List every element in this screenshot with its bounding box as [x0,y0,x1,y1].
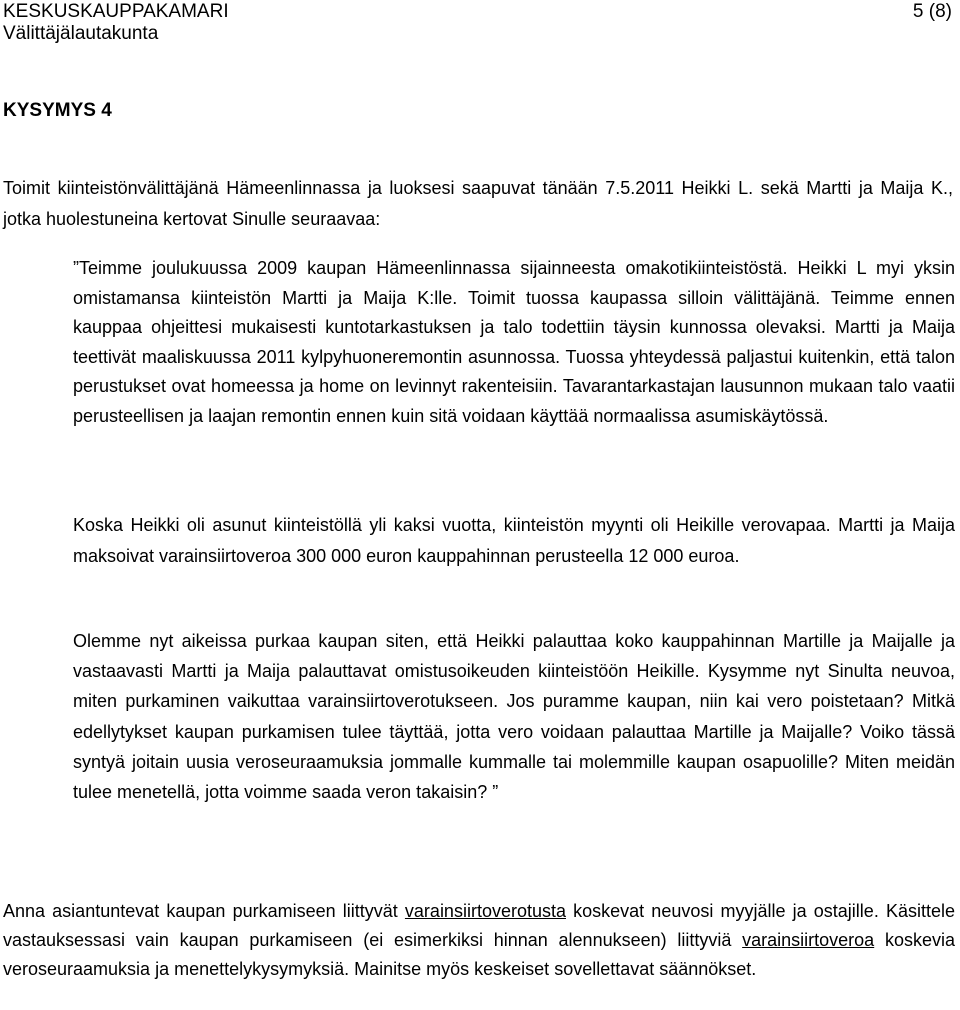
task-instructions [3,897,955,985]
underlined-term-varainsiirtoverotusta: varainsiirtoverotusta [404,901,566,921]
intro-paragraph: Toimit kiinteistönvälittäjänä Hämeenlinnassa ja luoksesi saapuvat tänään 7.5.2011 Heikki L. sekä Martti ja Maija K., jotka huolestuneina kertovat Sinulle seuraavaa: [3,178,953,229]
question-title: KYSYMYS 4 [3,100,112,121]
page-number: 5 (8) [912,1,952,22]
underlined-term-varainsiirtoveroa: varainsiirtoveroa [742,930,875,951]
quote-paragraph-2: Koska Heikki oli asunut kiinteistöllä yli kaksi vuotta, kiinteistön myynti oli Heikille verovapaa. Martti ja Maija maksoivat varainsiirtoveroa 300 000 euron kauppahinnan perusteella 12 000 euroa. [73,515,955,566]
quote-paragraph-1: ”Teimme joulukuussa 2009 kaupan Hämeenlinnassa sijainneesta omakotikiinteistöstä. Heikki L myi yksin omistamansa kiinteistön Martti ja Maija K:lle. Toimit tuossa kaupassa silloin välittäjänä. Teimme ennen kauppaa ohjeittesi mukaisesti kuntotarkastuksen ja talo todettiin täysin kunnossa olevaksi. Martti ja Maija teettivät maaliskuussa 2011 kylpyhuoneremontin asunnossa. Tuossa yhteydessä paljastui kuitenkin, että talon perustukset ovat homeessa ja home on levinnyt rakenteisiin. Tavarantarkastajan lausunnon mukaan talo vaatii perusteellisen ja laajan remontin ennen kuin sitä voidaan käyttää normaalissa asumiskäytössä. [73,258,955,426]
quote-paragraph-3: Olemme nyt aikeissa purkaa kaupan siten, että Heikki palauttaa koko kauppahinnan Martille ja Maijalle ja vastaavasti Martti ja Maija palauttavat omistusoikeuden kiinteistöön Heikille. Kysymme nyt Sinulta neuvoa, miten purkaminen vaikuttaa varainsiirtoverotukseen. Jos puramme kaupan, niin kai vero poistetaan? Mitkä edellytykset kaupan purkamisen tulee täyttää, jotta vero voidaan palauttaa Martille ja Maijalle? Voiko tässä syntyä joitain uusia veroseuraamuksia jommalle kummalle tai molemmille kaupan osapuolille? Miten meidän tulee menetellä, jotta voimme saada veron takaisin? ” [73,631,955,803]
committee-name: Välittäjälautakunta [3,23,159,44]
task-text-2: koskevat neuvosi myyjälle ja ostajille. Käsittele vastauksessasi vain kaupan purkamiseen (ei esimerkiksi hinnan alennukseen) liittyviä [3,901,955,951]
task-text-1: Anna asiantuntevat kaupan purkamiseen liittyvät [3,901,405,921]
organization-name: KESKUSKAUPPAKAMARI [3,1,229,22]
task-text-3: koskevia veroseuraamuksia ja menettelykysymyksiä. Mainitse myös keskeiset sovellettavat säännökset. [3,930,955,980]
